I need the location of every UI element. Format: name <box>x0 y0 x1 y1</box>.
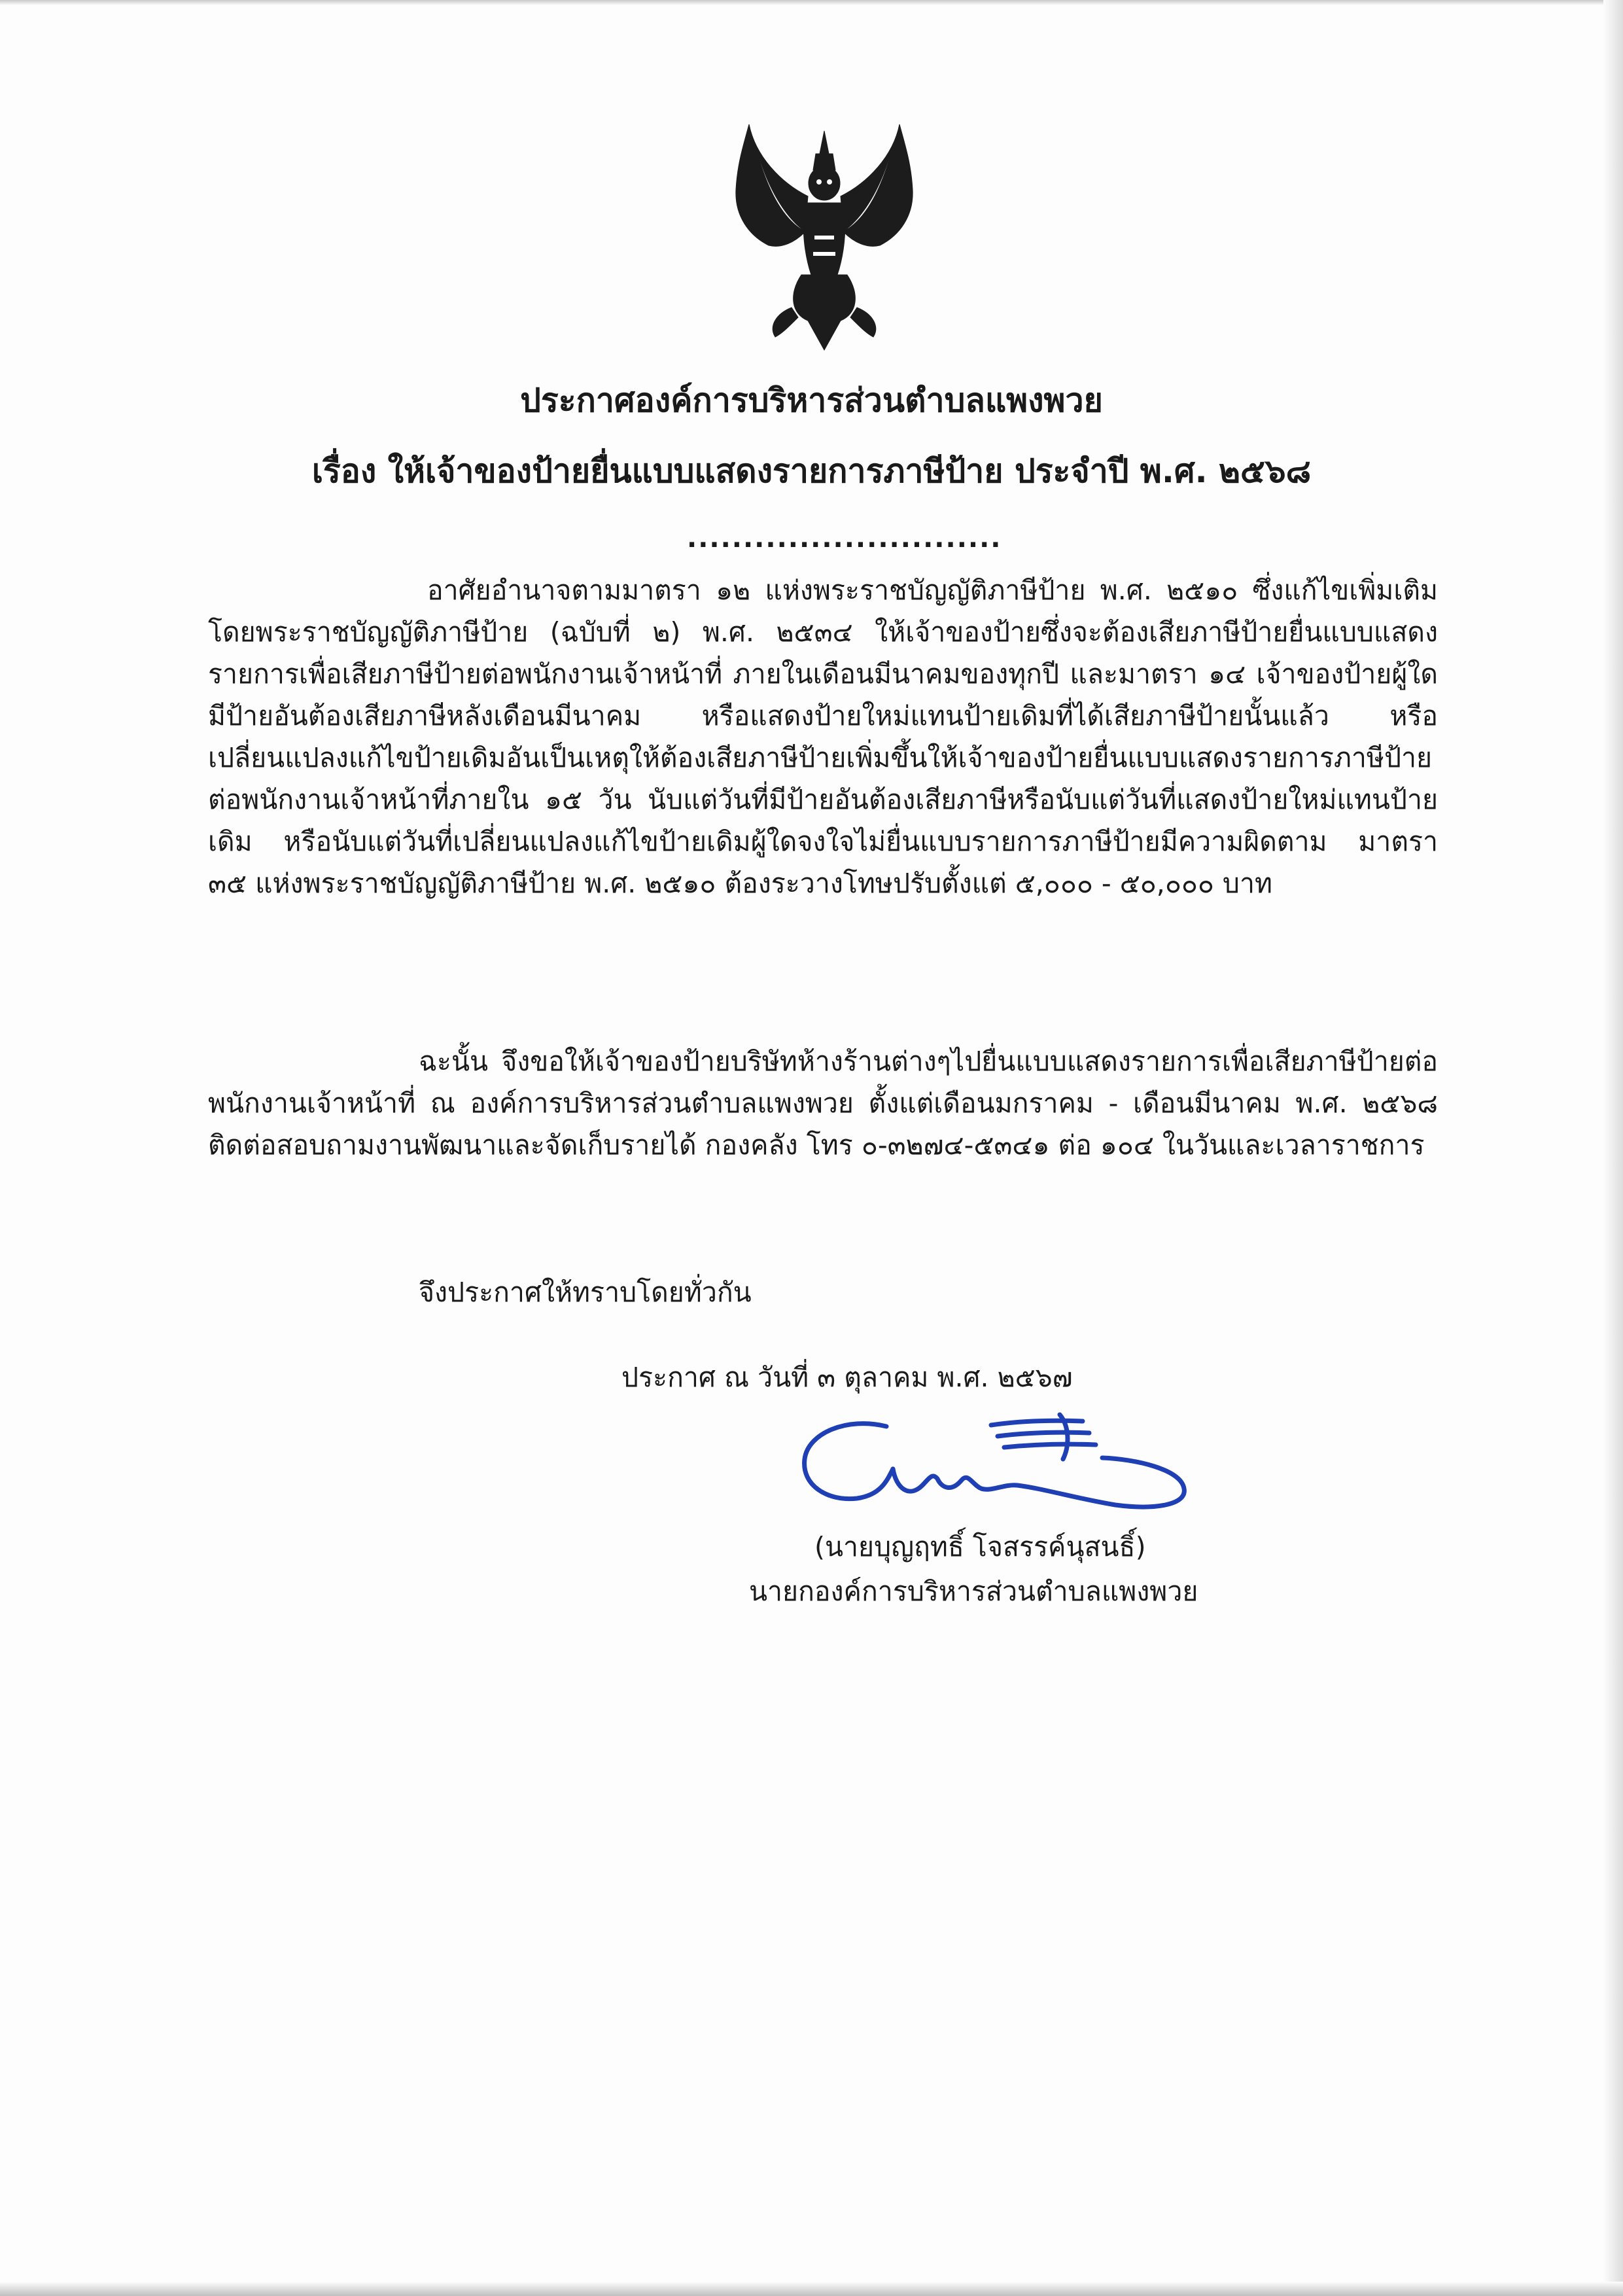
paragraph-legal-basis: อาศัยอำนาจตามมาตรา ๑๒ แห่งพระราชบัญญัติภาษีป้าย พ.ศ. ๒๕๑๐ ซึ่งแก้ไขเพิ่มเติม โดยพระราชบัญญัติภาษีป้าย (ฉบับที่ ๒) พ.ศ. ๒๕๓๔ ให้เจ้าของป้ายซึ่งจะต้องเสียภาษีป้ายยื่นแบบแสดงรายการเพื่อเสียภาษีป้ายต่อพนักงานเจ้าหน้าที่ ภายในเดือนมีนาคมของทุกปี และมาตรา ๑๔ เจ้าของป้ายผู้ใดมีป้ายอันต้องเสียภาษีหลังเดือนมีนาคม หรือแสดงป้ายใหม่แทนป้ายเดิมที่ได้เสียภาษีป้ายนั้นแล้ว หรือเปลี่ยนแปลงแก้ไขป้ายเดิมอันเป็นเหตุให้ต้องเสียภาษีป้ายเพิ่มขึ้นให้เจ้าของป้ายยื่นแบบแสดงรายการภาษีป้ายต่อพนักงานเจ้าหน้าที่ภายใน ๑๕ วัน นับแต่วันที่มีป้ายอันต้องเสียภาษีหรือนับแต่วันที่แสดงป้ายใหม่แทนป้ายเดิม หรือนับแต่วันที่เปลี่ยนแปลงแก้ไขป้ายเดิมผู้ใดจงใจไม่ยื่นแบบรายการภาษีป้ายมีความผิดตาม มาตรา ๓๕ แห่งพระราชบัญญัติภาษีป้าย พ.ศ. ๒๕๑๐ ต้องระวางโทษปรับตั้งแต่ ๕,๐๐๐ - ๕๐,๐๐๐ บาท <box>208 574 1438 899</box>
garuda-emblem-icon <box>729 118 919 353</box>
paragraph-instruction: ฉะนั้น จึงขอให้เจ้าของป้ายบริษัทห้างร้านต่างๆไปยื่นแบบแสดงรายการเพื่อเสียภาษีป้ายต่อพนักงานเจ้าหน้าที่ ณ องค์การบริหารส่วนตำบลแพงพวย ตั้งแต่เดือนมกราคม - เดือนมีนาคม พ.ศ. ๒๕๖๘ ติดต่อสอบถามงานพัฒนาและจัดเก็บรายได้ กองคลัง โทร ๐-๓๒๗๔-๕๓๔๑ ต่อ ๑๐๔ ในวันและเวลาราชการ <box>208 1046 1438 1161</box>
notice-title: ประกาศองค์การบริหารส่วนตำบลแพงพวย <box>520 381 1103 419</box>
title-separator: ............................ <box>687 523 1002 554</box>
signer-name: (นายบุญฤทธิ์ โจสรรค์นุสนธิ์) <box>814 1531 1146 1563</box>
closing-statement: จึงประกาศให้ทราบโดยทั่วกัน <box>419 1277 752 1308</box>
scan-edge-top <box>0 0 1623 5</box>
scan-edge-bottom <box>0 2282 1623 2296</box>
signer-title: นายกองค์การบริหารส่วนตำบลแพงพวย <box>749 1576 1198 1607</box>
notice-subject: เรื่อง ให้เจ้าของป้ายยื่นแบบแสดงรายการภาษีป้าย ประจำปี พ.ศ. ๒๕๖๘ <box>311 452 1312 490</box>
scan-edge-right <box>1603 0 1623 2296</box>
handwritten-signature <box>795 1407 1200 1528</box>
announcement-date: ประกาศ ณ วันที่ ๓ ตุลาคม พ.ศ. ๒๕๖๗ <box>621 1362 1073 1393</box>
